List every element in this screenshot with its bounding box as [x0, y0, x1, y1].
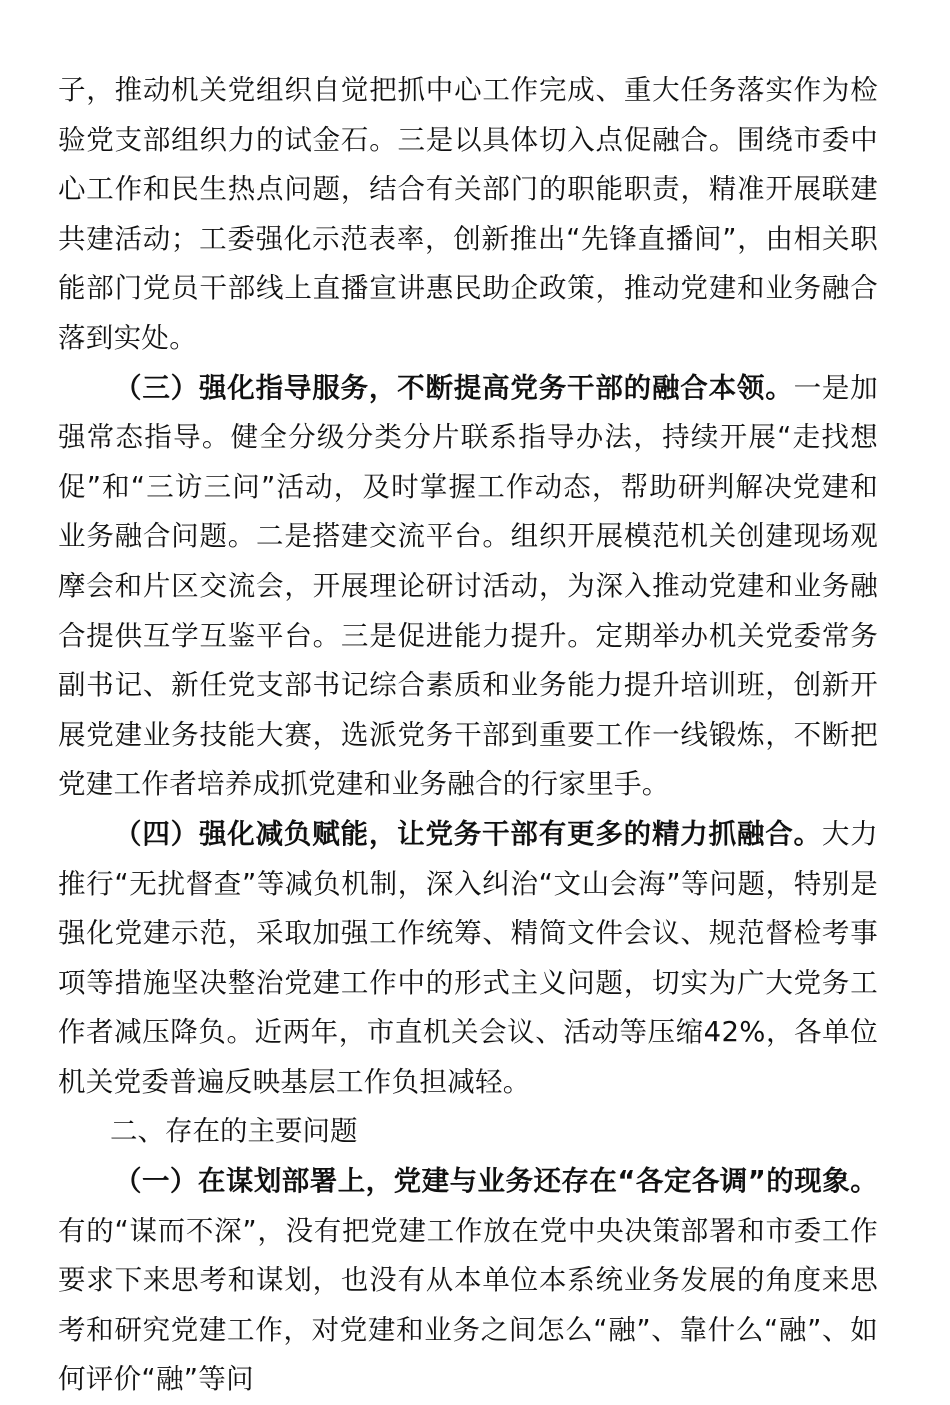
paragraph-heading-guidance-service: （三）强化指导服务，不断提高党务干部的融合本领。: [114, 371, 794, 404]
paragraph-body-planning-deployment: 有的“谋而不深”，没有把党建工作放在党中央决策部署和市委工作要求下来思考和谋划，也没有从本单位本系统业务发展的角度来思考和研究党建工作，对党建和业务之间怎么“融”、靠什么“融”、如何评价“融”等问: [58, 1214, 878, 1396]
paragraph-planning-deployment: [58, 1157, 878, 1405]
paragraph-guidance-service: [58, 364, 878, 810]
paragraph-burden-reduction: [58, 810, 878, 1108]
section-heading-main-problems: 二、存在的主要问题: [110, 1115, 358, 1148]
paragraph-continuation: 子，推动机关党组织自觉把抓中心工作完成、重大任务落实作为检验党支部组织力的试金石。三是以具体切入点促融合。围绕市委中心工作和民生热点问题，结合有关部门的职能职责，精准开展联建共建活动；工委强化示范表率，创新推出“先锋直播间”，由相关职能部门党员干部线上直播宣讲惠民助企政策，推动党建和业务融合落到实处。: [58, 74, 878, 354]
paragraph-body-guidance-service: 一是加强常态指导。健全分级分类分片联系指导办法，持续开展“走找想促”和“三访三问”活动，及时掌握工作动态，帮助研判解决党建和业务融合问题。二是搭建交流平台。组织开展模范机关创建现场观摩会和片区交流会，开展理论研讨活动，为深入推动党建和业务融合提供互学互鉴平台。三是促进能力提升。定期举办机关党委常务副书记、新任党支部书记综合素质和业务能力提升培训班，创新开展党建业务技能大赛，选派党务干部到重要工作一线锻炼，不断把党建工作者培养成抓党建和业务融合的行家里手。: [58, 371, 878, 801]
paragraph-heading-burden-reduction: （四）强化减负赋能，让党务干部有更多的精力抓融合。: [114, 817, 822, 850]
document-page: [58, 66, 878, 1405]
paragraph-body-burden-reduction: 大力推行“无扰督查”等减负机制，深入纠治“文山会海”等问题，特别是强化党建示范，采取加强工作统筹、精简文件会议、规范督检考事项等措施坚决整治党建工作中的形式主义问题，切实为广大党务工作者减压降负。近两年，市直机关会议、活动等压缩42%，各单位机关党委普遍反映基层工作负担减轻。: [58, 817, 878, 1098]
paragraph-heading-planning-deployment: （一）在谋划部署上，党建与业务还存在“各定各调”的现象。: [114, 1165, 878, 1198]
